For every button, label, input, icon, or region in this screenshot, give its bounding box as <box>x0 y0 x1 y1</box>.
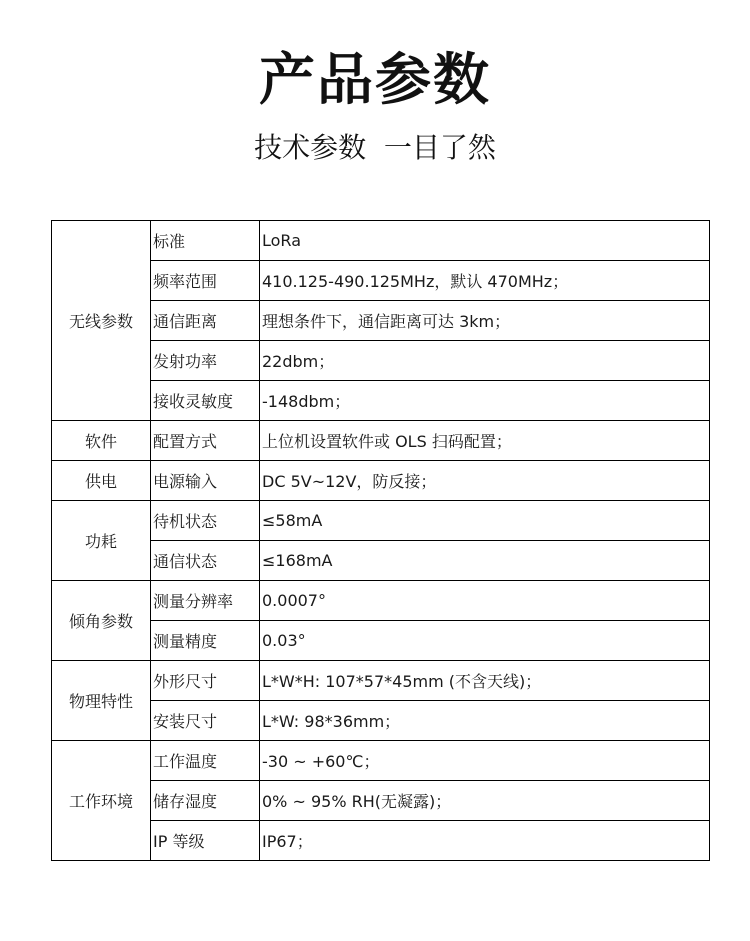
table-row <box>52 261 710 301</box>
param-cell: 储存湿度 <box>151 781 260 821</box>
category-cell: 软件 <box>52 421 151 461</box>
value-cell: LoRa <box>260 221 710 261</box>
param-cell: 配置方式 <box>151 421 260 461</box>
value-cell: 0.0007° <box>260 581 710 621</box>
param-cell: 安装尺寸 <box>151 701 260 741</box>
param-cell: 频率范围 <box>151 261 260 301</box>
page-subtitle: 技术参数 一目了然 <box>254 131 496 164</box>
param-cell: IP 等级 <box>151 821 260 861</box>
value-cell: L*W: 98*36mm； <box>260 701 710 741</box>
table-row <box>52 421 710 461</box>
category-cell: 功耗 <box>52 501 151 581</box>
table-row <box>52 741 710 781</box>
page-title: 产品参数 <box>259 48 491 113</box>
value-cell: ≤58mA <box>260 501 710 541</box>
param-cell: 外形尺寸 <box>151 661 260 701</box>
param-cell: 通信距离 <box>151 301 260 341</box>
value-cell: DC 5V~12V，防反接； <box>260 461 710 501</box>
category-cell: 供电 <box>52 461 151 501</box>
table-row <box>52 461 710 501</box>
spec-table-body <box>52 221 710 861</box>
table-row <box>52 541 710 581</box>
param-cell: 测量分辨率 <box>151 581 260 621</box>
value-cell: 410.125-490.125MHz，默认 470MHz； <box>260 261 710 301</box>
param-cell: 通信状态 <box>151 541 260 581</box>
table-row <box>52 221 710 261</box>
table-row <box>52 501 710 541</box>
table-row <box>52 301 710 341</box>
value-cell: ≤168mA <box>260 541 710 581</box>
table-row <box>52 821 710 861</box>
spec-table <box>51 220 710 861</box>
table-row <box>52 581 710 621</box>
value-cell: L*W*H: 107*57*45mm (不含天线)； <box>260 661 710 701</box>
value-cell: -30 ~ +60℃； <box>260 741 710 781</box>
category-cell: 倾角参数 <box>52 581 151 661</box>
table-row <box>52 341 710 381</box>
param-cell: 待机状态 <box>151 501 260 541</box>
value-cell: IP67； <box>260 821 710 861</box>
category-cell: 物理特性 <box>52 661 151 741</box>
value-cell: -148dbm； <box>260 381 710 421</box>
param-cell: 标准 <box>151 221 260 261</box>
table-row <box>52 661 710 701</box>
category-cell: 工作环境 <box>52 741 151 861</box>
param-cell: 电源输入 <box>151 461 260 501</box>
value-cell: 22dbm； <box>260 341 710 381</box>
value-cell: 上位机设置软件或 OLS 扫码配置； <box>260 421 710 461</box>
param-cell: 发射功率 <box>151 341 260 381</box>
param-cell: 测量精度 <box>151 621 260 661</box>
table-row <box>52 381 710 421</box>
value-cell: 0% ~ 95% RH(无凝露)； <box>260 781 710 821</box>
table-row <box>52 701 710 741</box>
value-cell: 理想条件下，通信距离可达 3km； <box>260 301 710 341</box>
category-cell: 无线参数 <box>52 221 151 421</box>
table-row <box>52 781 710 821</box>
param-cell: 接收灵敏度 <box>151 381 260 421</box>
table-row <box>52 621 710 661</box>
value-cell: 0.03° <box>260 621 710 661</box>
param-cell: 工作温度 <box>151 741 260 781</box>
